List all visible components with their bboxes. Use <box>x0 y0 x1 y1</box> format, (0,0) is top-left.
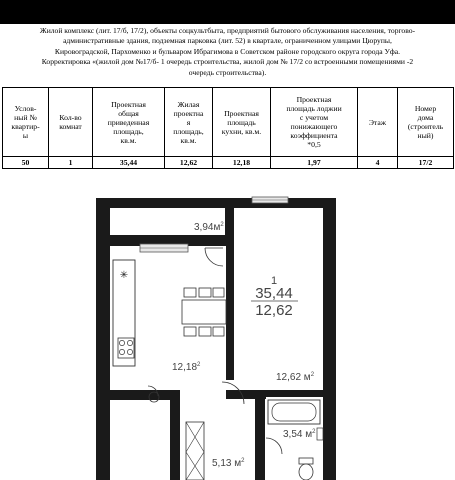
room-area-label: 12,62 $м^2$ <box>276 372 315 383</box>
header-house-number: Номер дома (строитель ный) <box>398 88 454 157</box>
header-floor: Этаж <box>358 88 398 157</box>
sink-icon <box>317 428 323 440</box>
total-area-label: 35,44 <box>255 285 293 302</box>
fridge-icon: ✳ <box>119 270 129 281</box>
header-kitchen-area: Проектная площадь кухни, кв.м. <box>213 88 271 157</box>
cell-floor: 4 <box>358 157 398 169</box>
dining-table-icon <box>182 288 226 336</box>
header-apartment-number: Услов- ный № квартир- ы <box>3 88 49 157</box>
bathtub-icon <box>268 400 320 424</box>
apartment-specs-table <box>2 87 454 169</box>
kitchen-counter <box>113 260 135 366</box>
bath-area-label: 3,54 $м^2$ <box>283 429 316 440</box>
door-swing <box>205 248 223 266</box>
cell-rooms-count: 1 <box>49 157 93 169</box>
wardrobe-icon <box>186 422 204 480</box>
cell-apartment-number: 50 <box>3 157 49 169</box>
header-line: Кировоградской, Пархоменко и бульваром Ибрагимова в Советском районе городского округа города Уфа. <box>54 46 401 56</box>
header-line: Жилой комплекс (лит. 17/б, 17/2), объекты соцкультбыта, предприятий бытового обслуживания населения, торгово- <box>39 26 416 35</box>
cell-total-area: 35,44 <box>93 157 165 169</box>
kitchen-area-label: 12,18$^2$ <box>172 362 201 373</box>
header-line: очередь строительства). <box>188 67 267 77</box>
top-black-bar <box>0 0 455 24</box>
header-line: административные здания, подземная парковка (лит. 52) в квартале, ограниченном улицами Цюрупы, <box>63 36 392 46</box>
header-loggia-area: Проектная площадь лоджии с учетом понижающего коэффициента *0,5 <box>271 88 358 157</box>
hall-area-label: 5,13 $м^2$ <box>212 458 245 469</box>
door-swing <box>266 438 282 454</box>
table-row <box>3 157 454 169</box>
loggia-area-label: $3,94м^2$ <box>194 222 224 233</box>
table-header-row <box>3 88 454 157</box>
document-header <box>0 26 455 78</box>
room-number-label: 1 <box>270 275 278 287</box>
header-total-area: Проектная общая приведенная площадь, кв.м. <box>93 88 165 157</box>
living-area-label: 12,62 <box>255 302 293 319</box>
toilet-icon <box>299 458 313 480</box>
header-line: Корректировка «(жилой дом №17/б- 1 очередь строительства, жилой дом № 17/2 со встроенными помещениями -2 <box>41 57 414 67</box>
header-rooms-count: Кол-во комнат <box>49 88 93 157</box>
cell-loggia-area: 1,97 <box>271 157 358 169</box>
cell-kitchen-area: 12,18 <box>213 157 271 169</box>
header-living-area: Жилая проектна я площадь, кв.м. <box>165 88 213 157</box>
cell-house-number: 17/2 <box>398 157 454 169</box>
floor-plan <box>0 190 455 480</box>
cell-living-area: 12,62 <box>165 157 213 169</box>
